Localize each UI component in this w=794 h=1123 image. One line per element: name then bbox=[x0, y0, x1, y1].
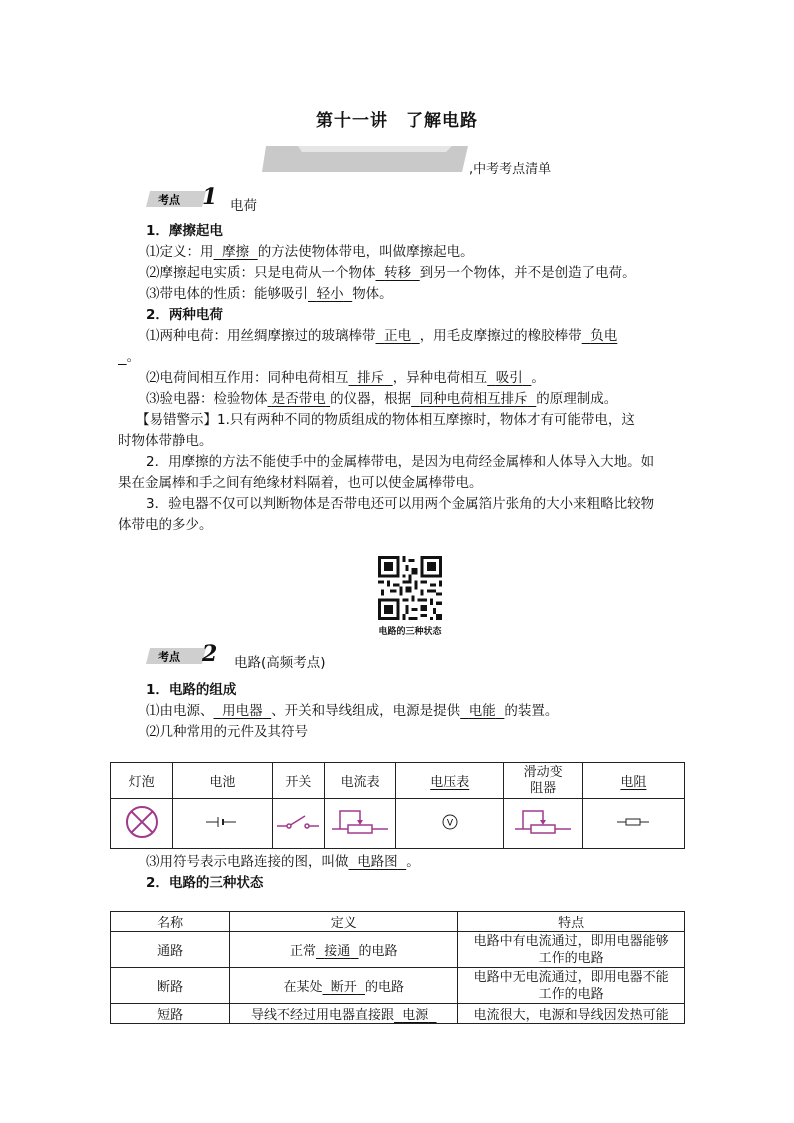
state-name: 通路 bbox=[111, 932, 230, 968]
header-voltmeter: 电压表 bbox=[430, 775, 470, 790]
rheostat-symbol-icon bbox=[513, 805, 573, 839]
states-header-features: 特点 bbox=[458, 912, 685, 932]
s2-heading-1: 1．电路的组成 bbox=[146, 682, 237, 698]
s1-line-1: ⑴定义：用 摩擦 的方法使物体带电，叫做摩擦起电。 bbox=[146, 244, 474, 260]
cell-ammeter-symbol bbox=[325, 799, 396, 849]
header-resistor: 电阻 bbox=[620, 775, 647, 790]
state-features: 电流很大，电源和导线因发热可能 bbox=[458, 1004, 685, 1024]
voltmeter-symbol-icon bbox=[440, 812, 460, 832]
state-features: 电路中有电流通过，即用电器能够 工作的电路 bbox=[458, 932, 685, 968]
state-name: 短路 bbox=[111, 1004, 230, 1024]
kaodian-2-title: 电路(高频考点) bbox=[234, 655, 326, 671]
blank-answer: 正电 bbox=[384, 328, 412, 344]
s1-line-5: ⑵电荷间相互作用：同种电荷相互 排斥 ，异种电荷相互 吸引 。 bbox=[146, 370, 545, 386]
blank-answer: 负电 bbox=[590, 328, 618, 344]
state-definition: 正常 接通 的电路 bbox=[230, 932, 458, 968]
cell-voltmeter-symbol bbox=[396, 799, 504, 849]
warning-1-cont: 时物体带静电。 bbox=[118, 433, 213, 449]
kaodian-2-badge-text: 考点 bbox=[158, 650, 180, 664]
kaodian-1-badge-text: 考点 bbox=[158, 193, 180, 207]
cell-resistor-symbol bbox=[582, 799, 684, 849]
header-battery: 电池 bbox=[173, 763, 272, 799]
bulb-symbol-icon bbox=[122, 802, 162, 842]
header-ammeter: 电流表 bbox=[325, 763, 396, 799]
states-header-name: 名称 bbox=[111, 912, 230, 932]
kaodian-2-badge bbox=[146, 647, 206, 665]
s1-heading-2: 2．两种电荷 bbox=[146, 307, 223, 323]
kaodian-2-number: 2 bbox=[202, 641, 218, 667]
states-row bbox=[111, 1004, 685, 1024]
header-rheostat: 滑动变 阻器 bbox=[504, 763, 582, 799]
blank-answer: 电路图 bbox=[357, 854, 398, 870]
warning-2-cont: 果在金属棒和手之间有绝缘材料隔着，也可以使金属棒带电。 bbox=[118, 475, 483, 491]
symbols-table bbox=[110, 762, 685, 849]
cell-rheostat-symbol bbox=[504, 799, 582, 849]
qr-caption: 电路的三种状态 bbox=[378, 627, 442, 637]
s1-line-2: ⑵摩擦起电实质：只是电荷从一个物体 转移 到另一个物体，并不是创造了电荷。 bbox=[146, 265, 636, 281]
header-switch: 开关 bbox=[272, 763, 325, 799]
blank-answer: 电能 bbox=[468, 703, 496, 719]
blank-answer: 用电器 bbox=[222, 703, 263, 719]
warning-2: 2．用摩擦的方法不能使手中的金属棒带电，是因为电荷经金属棒和人体导入大地。如 bbox=[146, 454, 655, 470]
state-definition: 导线不经过用电器直接跟 电源 bbox=[230, 1004, 458, 1024]
kaodian-1-title: 电荷 bbox=[230, 198, 257, 214]
cell-battery-symbol bbox=[173, 799, 272, 849]
warning-1: 【易错警示】1.只有两种不同的物质组成的物体相互摩擦时，物体才有可能带电，这 bbox=[136, 412, 635, 428]
warning-3: 3．验电器不仅可以判断物体是否带电还可以用两个金属箔片张角的大小来粗略比较物 bbox=[146, 496, 655, 512]
state-name: 断路 bbox=[111, 968, 230, 1004]
s1-line-4-cont: 。 bbox=[126, 349, 141, 365]
warning-3-cont: 体带电的多少。 bbox=[118, 517, 213, 533]
banner-label: ,中考考点清单 bbox=[469, 162, 552, 177]
states-row bbox=[111, 932, 685, 968]
s1-heading-1: 1．摩擦起电 bbox=[146, 223, 223, 239]
cell-switch-symbol bbox=[272, 799, 325, 849]
s2-line-3: ⑶用符号表示电路连接的图，叫做 电路图 。 bbox=[146, 854, 420, 870]
s2-line-1: ⑴由电源、 用电器 、开关和导线组成，电源是提供 电能 的装置。 bbox=[146, 703, 559, 719]
kaodian-1-number: 1 bbox=[202, 184, 218, 210]
blank-answer: 摩擦 bbox=[222, 244, 250, 260]
blank-answer: 排斥 bbox=[357, 370, 385, 386]
states-row bbox=[111, 968, 685, 1004]
state-features: 电路中无电流通过，即用电器不能 工作的电路 bbox=[458, 968, 685, 1004]
s1-line-6: ⑶验电器：检验物体 是否带电 的仪器，根据 同种电荷相互排斥 的原理制成。 bbox=[146, 391, 618, 407]
blank-answer: 吸引 bbox=[495, 370, 523, 386]
s2-line-2: ⑵几种常用的元件及其符号 bbox=[146, 724, 308, 740]
page-title: 第十一讲 了解电路 bbox=[316, 111, 478, 131]
battery-symbol-icon bbox=[204, 812, 240, 832]
states-header-definition: 定义 bbox=[230, 912, 458, 932]
ammeter-symbol-icon bbox=[330, 805, 390, 839]
states-table bbox=[110, 911, 685, 1024]
cell-bulb-symbol bbox=[111, 799, 173, 849]
s1-line-3: ⑶带电体的性质：能够吸引 轻小 物体。 bbox=[146, 286, 393, 302]
blank-answer: 轻小 bbox=[316, 286, 344, 302]
header-bulb: 灯泡 bbox=[111, 763, 173, 799]
s2-heading-2: 2．电路的三种状态 bbox=[146, 875, 264, 891]
resistor-symbol-icon bbox=[615, 815, 651, 829]
qr-code-image[interactable] bbox=[376, 556, 444, 620]
svg-text:V: V bbox=[446, 818, 453, 828]
state-definition: 在某处 断开 的电路 bbox=[230, 968, 458, 1004]
kaodian-1-badge bbox=[146, 190, 206, 208]
switch-symbol-icon bbox=[275, 810, 321, 834]
blank-answer: 转移 bbox=[384, 265, 412, 281]
blank-answer: 同种电荷相互排斥 bbox=[419, 391, 528, 407]
s1-line-4: ⑴两种电荷：用丝绸摩擦过的玻璃棒带 正电 ，用毛皮摩擦过的橡胶棒带 负电 bbox=[146, 328, 618, 344]
blank-answer: 是否带电 bbox=[271, 391, 326, 407]
section-banner bbox=[262, 144, 468, 174]
